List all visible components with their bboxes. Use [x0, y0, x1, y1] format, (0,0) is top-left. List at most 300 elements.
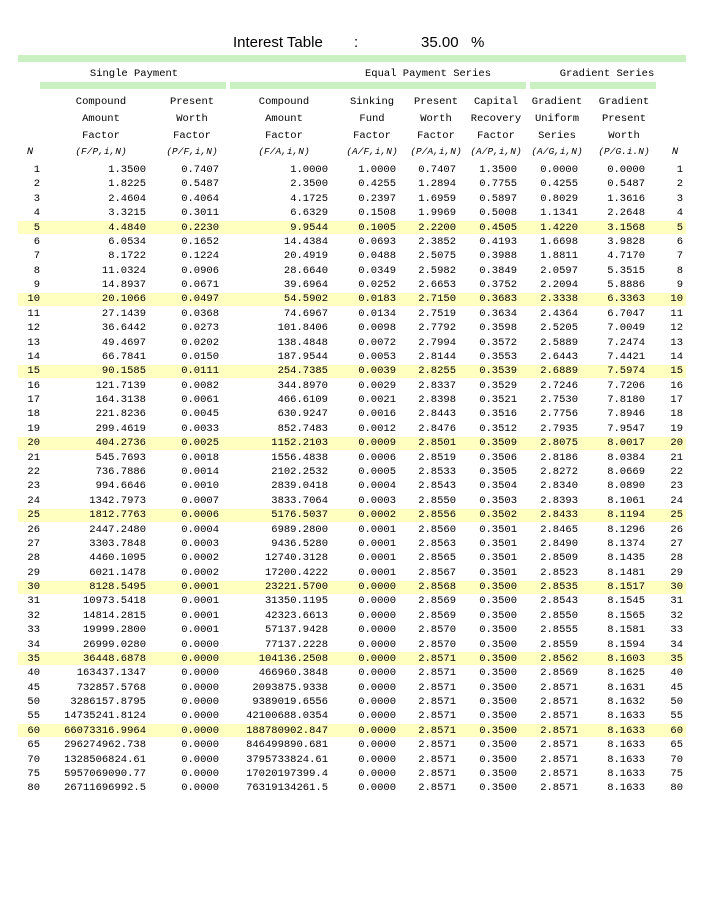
factor-cell: 76319134261.5 — [246, 782, 328, 795]
factor-cell: 0.0029 — [358, 379, 396, 392]
factor-cell: 121.7139 — [95, 379, 146, 392]
factor-cell: 8.1633 — [607, 767, 645, 780]
column-header-line: (A/G,i,N) — [531, 146, 583, 158]
factor-cell: 66073316.9964 — [64, 724, 146, 737]
factor-cell: 8.1565 — [607, 609, 645, 622]
factor-cell: 8.1631 — [607, 681, 645, 694]
factor-cell: 0.0009 — [358, 437, 396, 450]
factor-cell: 2.3852 — [418, 235, 456, 248]
period-cell: 25 — [27, 509, 40, 522]
period-cell: 34 — [670, 638, 683, 651]
period-cell: 55 — [670, 710, 683, 723]
period-cell: 27 — [670, 537, 683, 550]
period-cell: 25 — [670, 509, 683, 522]
period-cell: 26 — [670, 523, 683, 536]
factor-cell: 0.3553 — [479, 350, 517, 363]
factor-cell: 8.1722 — [108, 250, 146, 263]
column-header-line: Present — [601, 112, 647, 125]
factor-cell: 2.8571 — [418, 652, 456, 665]
period-cell: 6 — [676, 235, 683, 248]
factor-cell: 0.0000 — [181, 681, 219, 694]
factor-cell: 8.1633 — [607, 710, 645, 723]
factor-cell: 1.8225 — [108, 178, 146, 191]
factor-cell: 0.3500 — [479, 609, 517, 622]
factor-cell: 2.8565 — [418, 552, 456, 565]
period-cell: 14 — [670, 350, 683, 363]
factor-cell: 2.0597 — [540, 264, 578, 277]
column-header-line: Factor — [265, 129, 303, 142]
period-cell: 32 — [27, 609, 40, 622]
factor-cell: 5176.5037 — [271, 509, 328, 522]
period-cell: 16 — [27, 379, 40, 392]
period-cell: 50 — [27, 696, 40, 709]
factor-cell: 0.3516 — [479, 408, 517, 421]
factor-cell: 8.1517 — [607, 581, 645, 594]
factor-cell: 4460.1095 — [89, 552, 146, 565]
factor-cell: 10973.5418 — [82, 595, 146, 608]
period-cell: 12 — [670, 322, 683, 335]
factor-cell: 0.0006 — [358, 451, 396, 464]
factor-cell: 8.0017 — [607, 437, 645, 450]
factor-cell: 8.1632 — [607, 696, 645, 709]
factor-cell: 1.8811 — [540, 250, 578, 263]
factor-cell: 2.8571 — [540, 710, 578, 723]
factor-cell: 0.0045 — [181, 408, 219, 421]
factor-cell: 4.1725 — [290, 192, 328, 205]
factor-cell: 0.0082 — [181, 379, 219, 392]
factor-cell: 0.3500 — [479, 724, 517, 737]
period-cell: 8 — [33, 264, 40, 277]
factor-cell: 6021.1478 — [89, 566, 146, 579]
period-cell: 5 — [33, 221, 40, 234]
factor-cell: 8.0384 — [607, 451, 645, 464]
factor-cell: 2.2648 — [607, 207, 645, 220]
period-cell: 18 — [670, 408, 683, 421]
factor-cell: 0.0016 — [358, 408, 396, 421]
factor-cell: 0.5008 — [479, 207, 517, 220]
factor-cell: 2.8559 — [540, 638, 578, 651]
factor-cell: 0.0018 — [181, 451, 219, 464]
section-band-equal — [230, 82, 526, 89]
factor-cell: 19999.2800 — [82, 624, 146, 637]
factor-cell: 1.3616 — [607, 192, 645, 205]
period-cell: 60 — [27, 724, 40, 737]
factor-cell: 138.4848 — [277, 336, 328, 349]
column-header-line: Factor — [477, 129, 515, 142]
column-header-line: Fund — [359, 112, 385, 125]
factor-cell: 2.7519 — [418, 307, 456, 320]
factor-cell: 0.0000 — [358, 595, 396, 608]
factor-cell: 0.0001 — [358, 523, 396, 536]
factor-cell: 2.8571 — [540, 753, 578, 766]
factor-cell: 0.0002 — [181, 552, 219, 565]
factor-cell: 0.0497 — [181, 293, 219, 306]
factor-cell: 27.1439 — [101, 307, 146, 320]
factor-cell: 2.8393 — [540, 494, 578, 507]
factor-cell: 466960.3848 — [258, 667, 328, 680]
column-header-line: Compound — [258, 96, 310, 108]
factor-cell: 8.1545 — [607, 595, 645, 608]
factor-cell: 2.8272 — [540, 465, 578, 478]
period-cell: 45 — [27, 681, 40, 694]
factor-cell: 5957069090.77 — [64, 767, 146, 780]
column-header-line: Recovery — [470, 112, 522, 125]
period-cell: 3 — [676, 192, 683, 205]
factor-cell: 26711696992.5 — [64, 782, 146, 795]
factor-cell: 0.4255 — [540, 178, 578, 191]
period-cell: 5 — [676, 221, 683, 234]
column-header-line: (A/F,i,N) — [346, 146, 398, 158]
factor-cell: 1.6698 — [540, 235, 578, 248]
factor-cell: 0.4064 — [181, 192, 219, 205]
factor-cell: 2.8560 — [418, 523, 456, 536]
period-cell: 31 — [670, 595, 683, 608]
factor-cell: 0.3539 — [479, 365, 517, 378]
factor-cell: 0.0033 — [181, 422, 219, 435]
factor-cell: 11.0324 — [101, 264, 146, 277]
factor-cell: 0.0001 — [358, 537, 396, 550]
period-cell: 45 — [670, 681, 683, 694]
factor-cell: 0.3512 — [479, 422, 517, 435]
factor-cell: 0.0000 — [358, 739, 396, 752]
period-cell: 20 — [27, 437, 40, 450]
factor-cell: 8.1633 — [607, 782, 645, 795]
factor-cell: 2.2094 — [540, 279, 578, 292]
factor-cell: 2.5075 — [418, 250, 456, 263]
factor-cell: 0.0000 — [358, 652, 396, 665]
factor-cell: 0.0368 — [181, 307, 219, 320]
factor-cell: 3.9828 — [607, 235, 645, 248]
factor-cell: 0.0098 — [358, 322, 396, 335]
factor-cell: 0.3500 — [479, 595, 517, 608]
period-cell: 65 — [670, 739, 683, 752]
factor-cell: 0.0004 — [358, 480, 396, 493]
period-cell: 1 — [676, 164, 683, 176]
factor-cell: 0.4255 — [358, 178, 396, 191]
factor-cell: 0.0000 — [181, 667, 219, 680]
period-cell: 17 — [27, 394, 40, 407]
factor-cell: 3.1568 — [607, 221, 645, 234]
column-header-line: Factor — [417, 129, 455, 142]
factor-cell: 14735241.8124 — [64, 710, 146, 723]
factor-cell: 2.8465 — [540, 523, 578, 536]
column-header-line: Sinking — [349, 96, 395, 108]
factor-cell: 0.0693 — [358, 235, 396, 248]
factor-cell: 7.7206 — [607, 379, 645, 392]
factor-cell: 736.7886 — [95, 465, 146, 478]
factor-cell: 2.7246 — [540, 379, 578, 392]
factor-cell: 0.0000 — [358, 696, 396, 709]
period-cell: 75 — [670, 767, 683, 780]
column-header-line: N — [26, 146, 34, 159]
period-cell: 1 — [33, 164, 40, 176]
factor-cell: 1.0000 — [358, 164, 396, 176]
column-header-line: Gradient — [598, 96, 650, 108]
factor-cell: 1.4220 — [540, 221, 578, 234]
factor-cell: 3286157.8795 — [70, 696, 146, 709]
factor-cell: 0.0000 — [358, 724, 396, 737]
factor-cell: 0.3634 — [479, 307, 517, 320]
factor-cell: 2.8476 — [418, 422, 456, 435]
factor-cell: 0.0000 — [358, 609, 396, 622]
factor-cell: 2.8571 — [540, 767, 578, 780]
factor-cell: 2.8563 — [418, 537, 456, 550]
factor-cell: 0.3849 — [479, 264, 517, 277]
factor-cell: 0.0000 — [358, 667, 396, 680]
period-cell: 22 — [27, 465, 40, 478]
factor-cell: 0.0001 — [358, 566, 396, 579]
factor-cell: 42100688.0354 — [246, 710, 328, 723]
factor-cell: 0.0005 — [358, 465, 396, 478]
factor-cell: 2.6889 — [540, 365, 578, 378]
factor-cell: 0.0021 — [358, 394, 396, 407]
factor-cell: 0.1224 — [181, 250, 219, 263]
column-header-line: Gradient — [531, 96, 583, 108]
column-header-line: Uniform — [534, 112, 580, 125]
factor-cell: 104136.2508 — [258, 652, 328, 665]
factor-cell: 2.8571 — [418, 767, 456, 780]
factor-cell: 0.0000 — [358, 753, 396, 766]
column-header-line: (A/P,i,N) — [470, 146, 522, 158]
factor-cell: 20.1066 — [101, 293, 146, 306]
factor-cell: 90.1585 — [101, 365, 146, 378]
factor-cell: 0.7755 — [479, 178, 517, 191]
factor-cell: 0.0671 — [181, 279, 219, 292]
factor-cell: 0.0001 — [181, 624, 219, 637]
factor-cell: 2.8569 — [418, 595, 456, 608]
factor-cell: 54.5902 — [283, 293, 328, 306]
factor-cell: 2.8509 — [540, 552, 578, 565]
column-header-line: Series — [538, 129, 576, 142]
factor-cell: 0.5487 — [181, 178, 219, 191]
factor-cell: 0.7407 — [181, 164, 219, 176]
column-header-line: Capital — [473, 96, 519, 108]
interest-rate: 35.00 — [421, 34, 459, 51]
period-cell: 24 — [670, 494, 683, 507]
factor-cell: 17020197399.4 — [246, 767, 328, 780]
factor-cell: 0.3500 — [479, 782, 517, 795]
factor-cell: 0.0000 — [181, 767, 219, 780]
factor-cell: 299.4619 — [95, 422, 146, 435]
section-band-gradient — [530, 82, 656, 89]
factor-cell: 0.3501 — [479, 552, 517, 565]
factor-cell: 2.8340 — [540, 480, 578, 493]
factor-cell: 164.3138 — [95, 394, 146, 407]
factor-cell: 8.1296 — [607, 523, 645, 536]
factor-cell: 0.3500 — [479, 652, 517, 665]
factor-cell: 8.1581 — [607, 624, 645, 637]
factor-cell: 6.0534 — [108, 235, 146, 248]
column-header-line: Worth — [420, 112, 452, 125]
factor-cell: 0.0001 — [181, 609, 219, 622]
factor-cell: 8.1194 — [607, 509, 645, 522]
factor-cell: 846499890.681 — [246, 739, 328, 752]
period-cell: 9 — [676, 279, 683, 292]
factor-cell: 36.6442 — [101, 322, 146, 335]
factor-cell: 26999.0280 — [82, 638, 146, 651]
factor-cell: 23221.5700 — [264, 581, 328, 594]
factor-cell: 2.7756 — [540, 408, 578, 421]
title-colon: : — [354, 34, 359, 51]
period-cell: 28 — [670, 552, 683, 565]
factor-cell: 0.0010 — [181, 480, 219, 493]
factor-cell: 0.0000 — [607, 164, 645, 176]
factor-cell: 732857.5768 — [76, 681, 146, 694]
period-cell: 22 — [670, 465, 683, 478]
period-cell: 80 — [670, 782, 683, 795]
title-row — [0, 34, 705, 54]
section-single-payment: Single Payment — [89, 68, 179, 80]
factor-cell: 0.3598 — [479, 322, 517, 335]
factor-cell: 2.8571 — [540, 724, 578, 737]
factor-cell: 0.2397 — [358, 192, 396, 205]
factor-cell: 0.0003 — [181, 537, 219, 550]
factor-cell: 2.7935 — [540, 422, 578, 435]
section-band-single — [40, 82, 226, 89]
factor-cell: 0.0202 — [181, 336, 219, 349]
factor-cell: 0.0007 — [181, 494, 219, 507]
factor-cell: 14814.2815 — [82, 609, 146, 622]
factor-cell: 0.3988 — [479, 250, 517, 263]
factor-cell: 188780902.847 — [246, 724, 328, 737]
factor-cell: 2.8571 — [418, 681, 456, 694]
period-cell: 23 — [27, 480, 40, 493]
factor-cell: 2.4364 — [540, 307, 578, 320]
period-cell: 29 — [670, 566, 683, 579]
factor-cell: 8.1481 — [607, 566, 645, 579]
factor-cell: 6989.2800 — [271, 523, 328, 536]
factor-cell: 1.9969 — [418, 207, 456, 220]
factor-cell: 2.5889 — [540, 336, 578, 349]
factor-cell: 2.8571 — [418, 710, 456, 723]
factor-cell: 74.6967 — [283, 307, 328, 320]
factor-cell: 5.3515 — [607, 264, 645, 277]
period-cell: 18 — [27, 408, 40, 421]
factor-cell: 2.8571 — [540, 739, 578, 752]
factor-cell: 1.0000 — [290, 164, 328, 176]
period-cell: 34 — [27, 638, 40, 651]
factor-cell: 2.8523 — [540, 566, 578, 579]
period-cell: 6 — [33, 235, 40, 248]
period-cell: 19 — [670, 422, 683, 435]
factor-cell: 0.3011 — [181, 207, 219, 220]
column-header-line: N — [671, 146, 679, 159]
period-cell: 15 — [27, 365, 40, 378]
factor-cell: 0.0150 — [181, 350, 219, 363]
factor-cell: 0.3752 — [479, 279, 517, 292]
factor-cell: 0.0053 — [358, 350, 396, 363]
factor-cell: 2.8571 — [418, 696, 456, 709]
factor-cell: 2.8569 — [540, 667, 578, 680]
factor-cell: 0.0000 — [181, 638, 219, 651]
factor-cell: 0.0006 — [181, 509, 219, 522]
factor-cell: 0.0111 — [181, 365, 219, 378]
factor-cell: 0.3521 — [479, 394, 517, 407]
factor-cell: 2.8571 — [540, 681, 578, 694]
factor-cell: 8128.5495 — [89, 581, 146, 594]
factor-cell: 2.8570 — [418, 638, 456, 651]
percent-sign: % — [471, 34, 485, 51]
section-equal-payment: Equal Payment Series — [364, 68, 492, 80]
factor-cell: 0.3506 — [479, 451, 517, 464]
period-cell: 10 — [27, 293, 40, 306]
factor-cell: 0.4505 — [479, 221, 517, 234]
factor-cell: 2.5982 — [418, 264, 456, 277]
period-cell: 11 — [670, 307, 683, 320]
factor-cell: 0.3500 — [479, 753, 517, 766]
factor-cell: 0.3572 — [479, 336, 517, 349]
factor-cell: 7.8180 — [607, 394, 645, 407]
factor-cell: 0.3509 — [479, 437, 517, 450]
period-cell: 30 — [670, 581, 683, 594]
period-cell: 30 — [27, 581, 40, 594]
period-cell: 33 — [27, 624, 40, 637]
factor-cell: 0.3500 — [479, 638, 517, 651]
factor-cell: 0.0000 — [358, 782, 396, 795]
factor-cell: 8.1435 — [607, 552, 645, 565]
factor-cell: 2093875.9338 — [252, 681, 328, 694]
factor-cell: 0.0039 — [358, 365, 396, 378]
factor-cell: 2.8144 — [418, 350, 456, 363]
period-cell: 8 — [676, 264, 683, 277]
factor-cell: 77137.2228 — [264, 638, 328, 651]
factor-cell: 42323.6613 — [264, 609, 328, 622]
factor-cell: 2.4604 — [108, 192, 146, 205]
factor-cell: 101.8406 — [277, 322, 328, 335]
factor-cell: 4.7170 — [607, 250, 645, 263]
column-header-line: Present — [169, 96, 215, 108]
period-cell: 70 — [670, 753, 683, 766]
period-cell: 21 — [670, 451, 683, 464]
factor-cell: 6.6329 — [290, 207, 328, 220]
factor-cell: 852.7483 — [277, 422, 328, 435]
factor-cell: 1.6959 — [418, 192, 456, 205]
factor-cell: 9436.5280 — [271, 537, 328, 550]
factor-cell: 0.0000 — [358, 624, 396, 637]
factor-cell: 2.8571 — [418, 667, 456, 680]
factor-cell: 8.1374 — [607, 537, 645, 550]
period-cell: 31 — [27, 595, 40, 608]
period-cell: 19 — [27, 422, 40, 435]
factor-cell: 20.4919 — [283, 250, 328, 263]
factor-cell: 17200.4222 — [264, 566, 328, 579]
factor-cell: 0.0014 — [181, 465, 219, 478]
factor-cell: 31350.1195 — [264, 595, 328, 608]
factor-cell: 0.3500 — [479, 624, 517, 637]
factor-cell: 296274962.738 — [64, 739, 146, 752]
factor-cell: 0.0000 — [358, 710, 396, 723]
period-cell: 4 — [676, 207, 683, 220]
factor-cell: 6.7047 — [607, 307, 645, 320]
factor-cell: 0.2230 — [181, 221, 219, 234]
factor-cell: 2.8550 — [418, 494, 456, 507]
factor-cell: 8.1061 — [607, 494, 645, 507]
factor-cell: 2.8555 — [540, 624, 578, 637]
factor-cell: 0.0906 — [181, 264, 219, 277]
factor-cell: 2839.0418 — [271, 480, 328, 493]
period-cell: 29 — [27, 566, 40, 579]
period-cell: 11 — [27, 307, 40, 320]
factor-cell: 2.8571 — [540, 696, 578, 709]
factor-cell: 0.3502 — [479, 509, 517, 522]
factor-cell: 254.7385 — [277, 365, 328, 378]
factor-cell: 0.3500 — [479, 739, 517, 752]
factor-cell: 1.3500 — [108, 164, 146, 176]
period-cell: 16 — [670, 379, 683, 392]
factor-cell: 8.1633 — [607, 739, 645, 752]
factor-cell: 1.2894 — [418, 178, 456, 191]
factor-cell: 0.0252 — [358, 279, 396, 292]
